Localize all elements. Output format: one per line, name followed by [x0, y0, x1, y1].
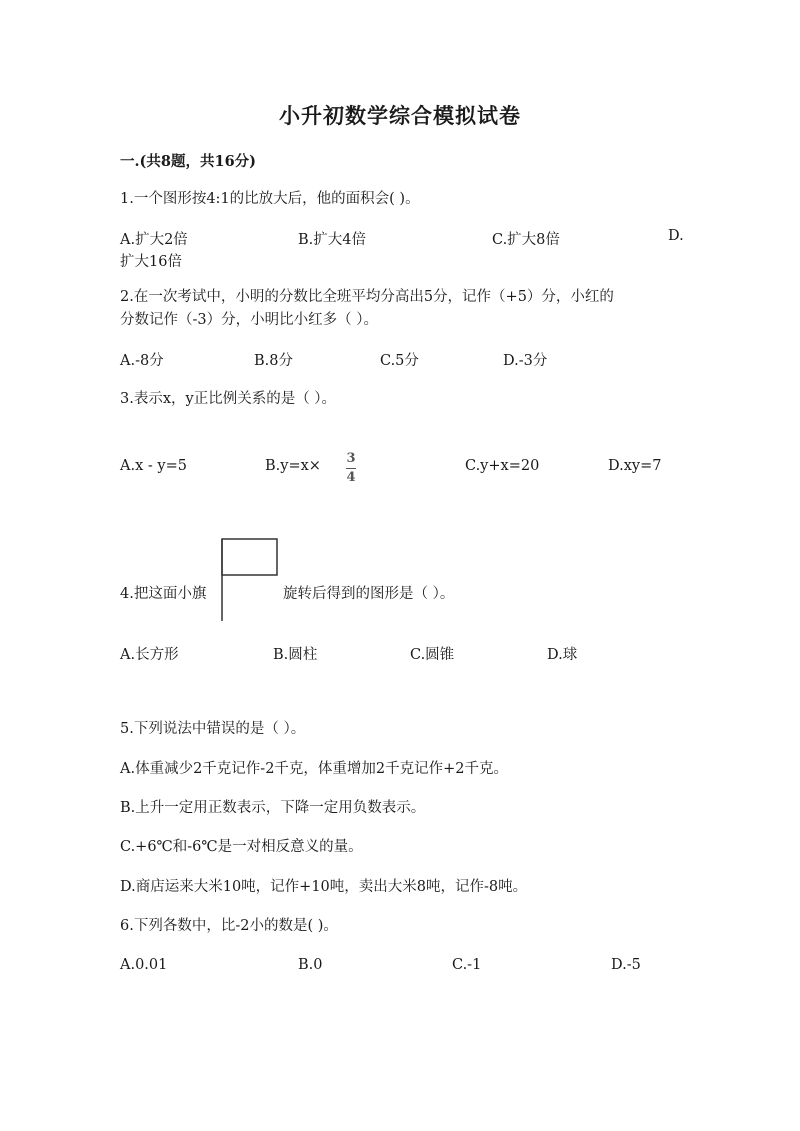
question-2-stem-line-1: 2.在一次考试中，小明的分数比全班平均分高出5分，记作（+5）分，小红的 [120, 289, 614, 305]
flag-figure [218, 538, 282, 622]
section-heading: 一.(共8题，共16分) [120, 153, 257, 170]
question-6-option-d: D.-5 [611, 957, 641, 973]
fraction-denominator: 4 [346, 470, 356, 485]
question-1-option-d: D. [668, 228, 684, 244]
question-3-option-d: D.xy=7 [608, 458, 662, 474]
question-5-option-b: B.上升一定用正数表示，下降一定用负数表示。 [120, 800, 426, 816]
question-2-option-d: D.-3分 [503, 353, 548, 369]
question-2-stem-line-2: 分数记作（-3）分，小明比小红多（ ）。 [120, 312, 378, 328]
question-6-option-c: C.-1 [452, 957, 482, 973]
question-1-stem: 1.一个图形按4:1的比放大后，他的面积会( )。 [120, 191, 420, 207]
question-1-option-c: C.扩大8倍 [492, 232, 560, 248]
question-1-option-b: B.扩大4倍 [298, 232, 366, 248]
question-3-option-a: A.x - y=5 [120, 458, 187, 474]
question-4-option-d: D.球 [547, 647, 578, 663]
fraction-bar [346, 468, 356, 469]
question-3-fraction [346, 452, 356, 485]
fraction-numerator: 3 [346, 451, 356, 466]
question-1-option-a: A.扩大2倍 [120, 232, 188, 248]
question-5-option-d: D.商店运来大米10吨，记作+10吨，卖出大米8吨，记作-8吨。 [120, 879, 528, 895]
page-title: 小升初数学综合模拟试卷 [279, 103, 521, 128]
question-4-stem-before: 4.把这面小旗 [120, 586, 207, 602]
question-3-stem: 3.表示x，y正比例关系的是（ ）。 [120, 391, 337, 407]
question-5-option-c: C.+6℃和-6℃是一对相反意义的量。 [120, 839, 363, 855]
question-3-option-b: B.y=x× [265, 458, 321, 474]
question-6-stem: 6.下列各数中，比-2小的数是( )。 [120, 918, 338, 934]
question-4-option-b: B.圆柱 [273, 647, 318, 663]
question-4-option-a: A.长方形 [120, 647, 179, 663]
question-2-option-b: B.8分 [254, 353, 293, 369]
question-6-option-a: A.0.01 [120, 957, 168, 973]
question-5-stem: 5.下列说法中错误的是（ ）。 [120, 721, 306, 737]
question-2-option-a: A.-8分 [120, 353, 164, 369]
question-3-option-c: C.y+x=20 [465, 458, 540, 474]
question-2-option-c: C.5分 [380, 353, 419, 369]
question-4-stem-after: 旋转后得到的图形是（ ）。 [283, 586, 455, 602]
question-1-option-d-text: 扩大16倍 [120, 254, 182, 270]
question-5-option-a: A.体重减少2千克记作-2千克，体重增加2千克记作+2千克。 [120, 761, 509, 777]
question-6-option-b: B.0 [298, 957, 323, 973]
question-4-option-c: C.圆锥 [410, 647, 455, 663]
